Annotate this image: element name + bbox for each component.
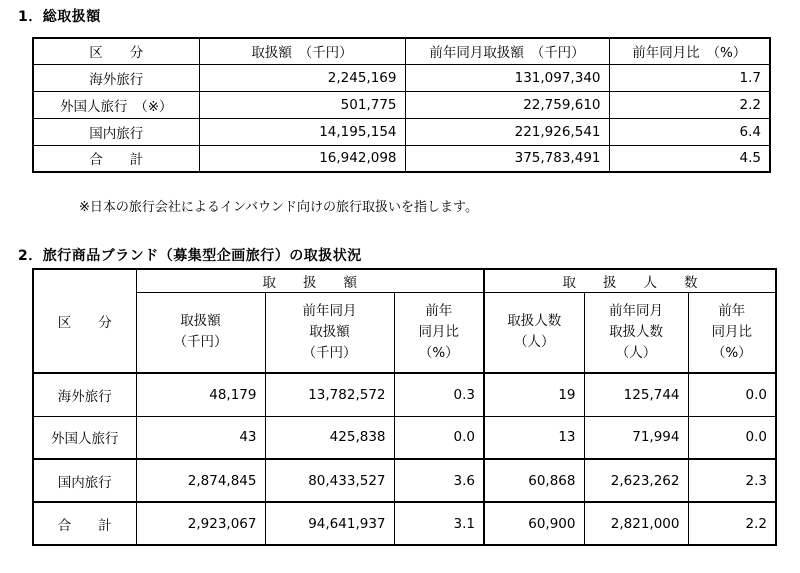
row-label: 国内旅行 — [33, 459, 136, 502]
row-label: 国内旅行 — [33, 118, 199, 145]
prev-people-cell: 2,623,262 — [584, 459, 688, 502]
amount-cell: 14,195,154 — [199, 118, 405, 145]
header-prev-amount: 前年同月取扱額 （千円） — [405, 38, 609, 64]
table-row — [33, 64, 770, 91]
footnote: ※日本の旅行会社によるインバウンド向けの旅行取扱いを指します。 — [79, 200, 478, 215]
header-category: 区 分 — [33, 38, 199, 64]
header-people: 取扱人数 （人） — [484, 292, 584, 373]
sub-header-row — [33, 292, 776, 373]
header-amount-yoy: 前年 同月比 （%） — [394, 292, 484, 373]
amount-cell: 2,874,845 — [136, 459, 265, 502]
people-yoy-cell: 2.3 — [688, 459, 776, 502]
header-prev-amount: 前年同月 取扱額 （千円） — [265, 292, 394, 373]
amount-cell: 48,179 — [136, 373, 265, 416]
yoy-cell: 1.7 — [609, 64, 770, 91]
amount-cell: 2,245,169 — [199, 64, 405, 91]
row-label: 海外旅行 — [33, 373, 136, 416]
table-row — [33, 118, 770, 145]
prev-amount-cell: 22,759,610 — [405, 91, 609, 118]
prev-amount-cell: 221,926,541 — [405, 118, 609, 145]
amount-cell: 43 — [136, 416, 265, 459]
row-label: 合 計 — [33, 145, 199, 172]
prev-amount-cell: 425,838 — [265, 416, 394, 459]
people-cell: 60,868 — [484, 459, 584, 502]
people-cell: 60,900 — [484, 502, 584, 545]
brand-table — [32, 268, 777, 546]
prev-people-cell: 71,994 — [584, 416, 688, 459]
row-label: 海外旅行 — [33, 64, 199, 91]
prev-people-cell: 2,821,000 — [584, 502, 688, 545]
prev-amount-cell: 375,783,491 — [405, 145, 609, 172]
table-row — [33, 416, 776, 459]
section2-heading: 2．旅行商品ブランド（募集型企画旅行）の取扱状況 — [18, 248, 362, 264]
table-row — [33, 91, 770, 118]
amount-yoy-cell: 0.0 — [394, 416, 484, 459]
people-yoy-cell: 2.2 — [688, 502, 776, 545]
table-row — [33, 373, 776, 416]
people-cell: 19 — [484, 373, 584, 416]
header-group-amount: 取 扱 額 — [136, 269, 484, 292]
header-amount: 取扱額 （千円） — [199, 38, 405, 64]
yoy-cell: 2.2 — [609, 91, 770, 118]
amount-yoy-cell: 3.1 — [394, 502, 484, 545]
amount-cell: 501,775 — [199, 91, 405, 118]
group-header-row — [33, 269, 776, 292]
prev-people-cell: 125,744 — [584, 373, 688, 416]
amount-yoy-cell: 0.3 — [394, 373, 484, 416]
yoy-cell: 6.4 — [609, 118, 770, 145]
table-row-total — [33, 502, 776, 545]
people-cell: 13 — [484, 416, 584, 459]
amount-cell: 2,923,067 — [136, 502, 265, 545]
total-amount-table — [32, 37, 771, 173]
section1-heading: 1．総取扱額 — [18, 9, 101, 25]
row-label: 外国人旅行 — [33, 416, 136, 459]
row-label: 外国人旅行 （※） — [33, 91, 199, 118]
row-label: 合 計 — [33, 502, 136, 545]
header-prev-people: 前年同月 取扱人数 （人） — [584, 292, 688, 373]
amount-cell: 16,942,098 — [199, 145, 405, 172]
header-people-yoy: 前年 同月比 （%） — [688, 292, 776, 373]
header-yoy: 前年同月比 （%） — [609, 38, 770, 64]
table-row-total — [33, 145, 770, 172]
prev-amount-cell: 80,433,527 — [265, 459, 394, 502]
prev-amount-cell: 13,782,572 — [265, 373, 394, 416]
header-group-people: 取 扱 人 数 — [484, 269, 776, 292]
prev-amount-cell: 131,097,340 — [405, 64, 609, 91]
amount-yoy-cell: 3.6 — [394, 459, 484, 502]
prev-amount-cell: 94,641,937 — [265, 502, 394, 545]
people-yoy-cell: 0.0 — [688, 416, 776, 459]
table-header-row — [33, 38, 770, 64]
header-amount: 取扱額 （千円） — [136, 292, 265, 373]
table-row — [33, 459, 776, 502]
people-yoy-cell: 0.0 — [688, 373, 776, 416]
yoy-cell: 4.5 — [609, 145, 770, 172]
header-category: 区 分 — [33, 269, 136, 373]
